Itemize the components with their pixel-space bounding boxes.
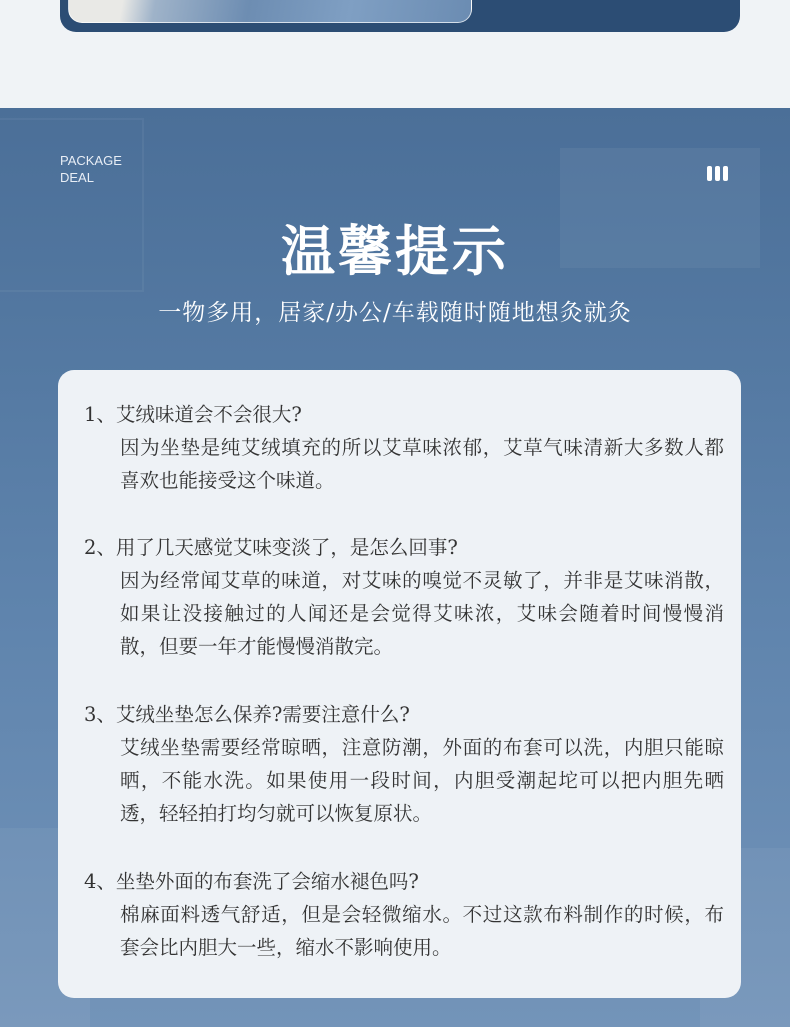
faq-question: 2、用了几天感觉艾味变淡了，是怎么回事? [84,536,458,559]
product-photo-card [60,0,740,32]
faq-card [58,370,741,998]
faq-question: 1、艾绒味道会不会很大? [84,403,302,426]
bar-2 [715,166,720,181]
package-label-line2: DEAL [60,170,94,185]
top-section [0,0,790,108]
bars-icon [707,166,733,182]
faq-answer: 艾绒坐垫需要经常晾晒，注意防潮，外面的布套可以洗，内胆只能晾晒，不能水洗。如果使用一段时间，内胆受潮起坨可以把内胆先晒透，轻轻拍打均匀就可以恢复原状。 [120,736,724,825]
bar-1 [707,166,712,181]
tips-section [0,108,790,1027]
bar-3 [723,166,728,181]
faq-item-3 [84,698,724,830]
product-photo [68,0,472,23]
faq-question: 3、艾绒坐垫怎么保养?需要注意什么? [84,703,410,726]
faq-answer: 因为经常闻艾草的味道，对艾味的嗅觉不灵敏了，并非是艾味消散，如果让没接触过的人闻还是会觉得艾味浓，艾味会随着时间慢慢消散，但要一年才能慢慢消散完。 [120,569,724,658]
faq-question: 4、坐垫外面的布套洗了会缩水褪色吗? [84,870,419,893]
faq-item-4 [84,865,724,964]
faq-item-2 [84,531,724,663]
page-subtitle: 一物多用，居家/办公/车载随时随地想灸就灸 [158,300,632,326]
faq-answer: 因为坐垫是纯艾绒填充的所以艾草味浓郁，艾草气味清新大多数人都喜欢也能接受这个味道。 [120,436,724,492]
page-title: 温馨提示 [281,220,509,283]
faq-answer: 棉麻面料透气舒适，但是会轻微缩水。不过这款布料制作的时候，布套会比内胆大一些，缩水不影响使用。 [120,903,724,959]
package-label-line1: PACKAGE [60,153,122,168]
package-deal-label [60,152,122,186]
faq-item-1 [84,398,724,497]
